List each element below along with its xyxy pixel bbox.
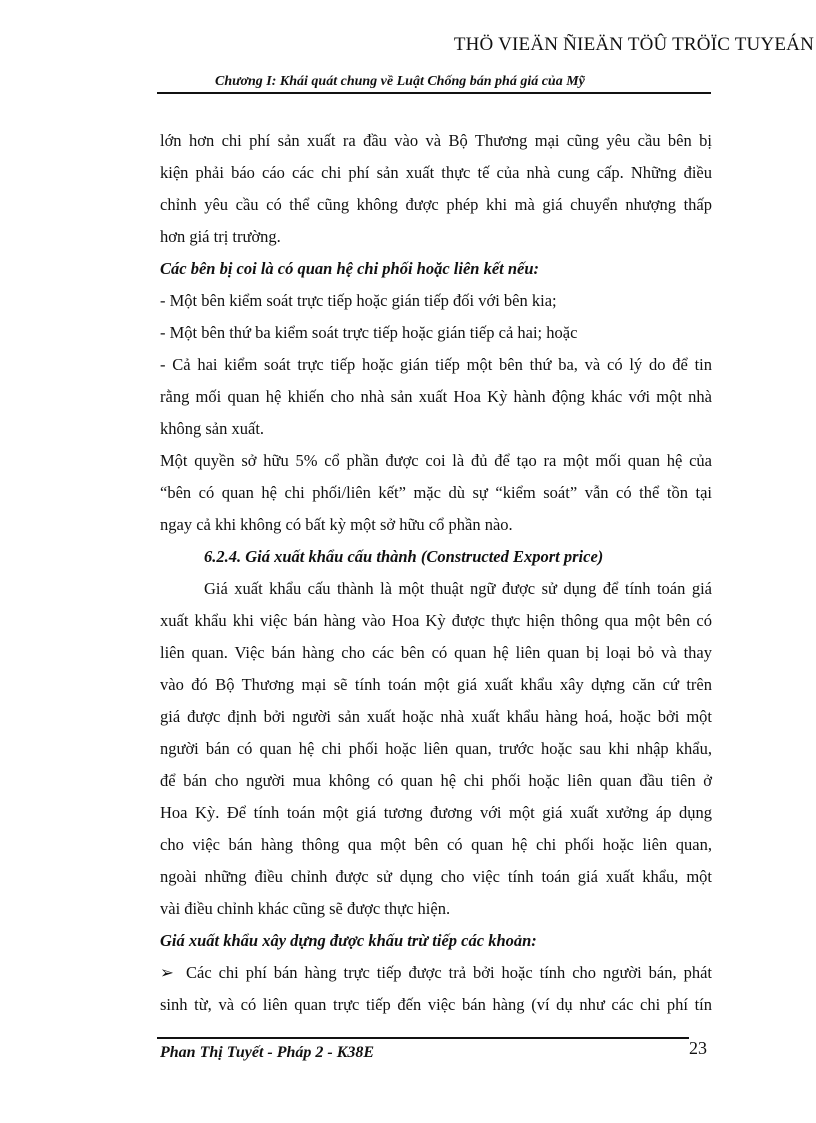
body-line: Hoa Kỳ. Để tính toán một giá tương đương với một giá xuất xưởng áp dụng xyxy=(160,803,712,822)
section-subheading: Các bên bị coi là có quan hệ chi phối hoặc liên kết nếu: xyxy=(160,259,540,278)
footer-rule xyxy=(157,1037,689,1039)
dash-list-item: - Một bên kiểm soát trực tiếp hoặc gián tiếp đối với bên kia; xyxy=(160,291,557,310)
dash-list-item: - Một bên thứ ba kiểm soát trực tiếp hoặc gián tiếp cả hai; hoặc xyxy=(160,323,578,342)
body-line: chỉnh yêu cầu có thể cũng không được phép khi mà giá chuyển nhượng thấp xyxy=(160,195,712,214)
body-line: sinh từ, và có liên quan trực tiếp đến việc bán hàng (ví dụ như các chi phí tín xyxy=(160,995,712,1014)
body-line: vào đó Bộ Thương mại sẽ tính toán một giá xuất khẩu xây dựng căn cứ trên xyxy=(160,675,712,694)
header-watermark: THÖ VIEÄN ÑIEÄN TÖÛ TRÖÏC TUYEÁN xyxy=(453,34,814,55)
body-line: Một quyền sở hữu 5% cổ phần được coi là đủ để tạo ra một mối quan hệ của xyxy=(160,451,712,470)
body-line: vài điều chỉnh khác cũng sẽ được thực hiện. xyxy=(160,899,451,918)
body-line: Giá xuất khẩu cấu thành là một thuật ngữ được sử dụng để tính toán giá xyxy=(204,579,712,598)
header-rule xyxy=(157,92,711,94)
arrow-bullet-icon: ➢ xyxy=(160,963,174,982)
arrow-list-text: Các chi phí bán hàng trực tiếp được trả bởi hoặc tính cho người bán, phát xyxy=(186,963,712,982)
body-line: ngoài những điều chỉnh được sử dụng cho việc tính toán giá xuất khẩu, một xyxy=(160,867,712,886)
body-line: kiện phải báo cáo các chi phí sản xuất thực tế của nhà cung cấp. Những điều xyxy=(160,163,712,182)
body-line: “bên có quan hệ chi phối/liên kết” mặc dù sự “kiểm soát” vẫn có thể tồn tại xyxy=(160,483,712,502)
body-line: để bán cho người mua không có quan hệ chi phối hoặc liên quan đầu tiên ở xyxy=(160,771,712,790)
page-number: 23 xyxy=(689,1038,707,1058)
body-line: giá được định bởi người sản xuất hoặc nhà xuất khẩu hàng hoá, hoặc bởi một xyxy=(160,707,712,726)
section-subheading: Giá xuất khẩu xây dựng được khấu trừ tiếp các khoản: xyxy=(160,931,537,950)
body-line: người bán có quan hệ chi phối hoặc liên quan, trước hoặc sau khi nhập khẩu, xyxy=(160,739,712,758)
footer-author: Phan Thị Tuyết - Pháp 2 - K38E xyxy=(160,1044,375,1061)
body-line: ngay cả khi không có bất kỳ một sở hữu cổ phần nào. xyxy=(160,515,513,534)
dash-list-item: - Cả hai kiểm soát trực tiếp hoặc gián tiếp một bên thứ ba, và có lý do để tin xyxy=(160,355,712,374)
body-line: rằng mối quan hệ khiến cho nhà sản xuất Hoa Kỳ hành động khác với một nhà xyxy=(160,387,712,406)
arrow-list-item xyxy=(160,957,712,989)
section-heading: 6.2.4. Giá xuất khẩu cấu thành (Constructed Export price) xyxy=(204,547,604,566)
body-line: liên quan. Việc bán hàng cho các bên có quan hệ liên quan bị loại bỏ và thay xyxy=(160,643,712,662)
body-line: cho việc bán hàng thông qua một bên có quan hệ chi phối hoặc liên quan, xyxy=(160,835,712,854)
document-body xyxy=(160,125,712,1021)
body-line: lớn hơn chi phí sản xuất ra đầu vào và Bộ Thương mại cũng yêu cầu bên bị xyxy=(160,131,712,150)
body-line: không sản xuất. xyxy=(160,419,265,438)
chapter-header: Chương I: Khái quát chung về Luật Chống bán phá giá của Mỹ xyxy=(215,74,585,89)
body-line: xuất khẩu khi việc bán hàng vào Hoa Kỳ được thực hiện thông qua một bên có xyxy=(160,611,712,630)
body-line: hơn giá trị trường. xyxy=(160,227,281,246)
